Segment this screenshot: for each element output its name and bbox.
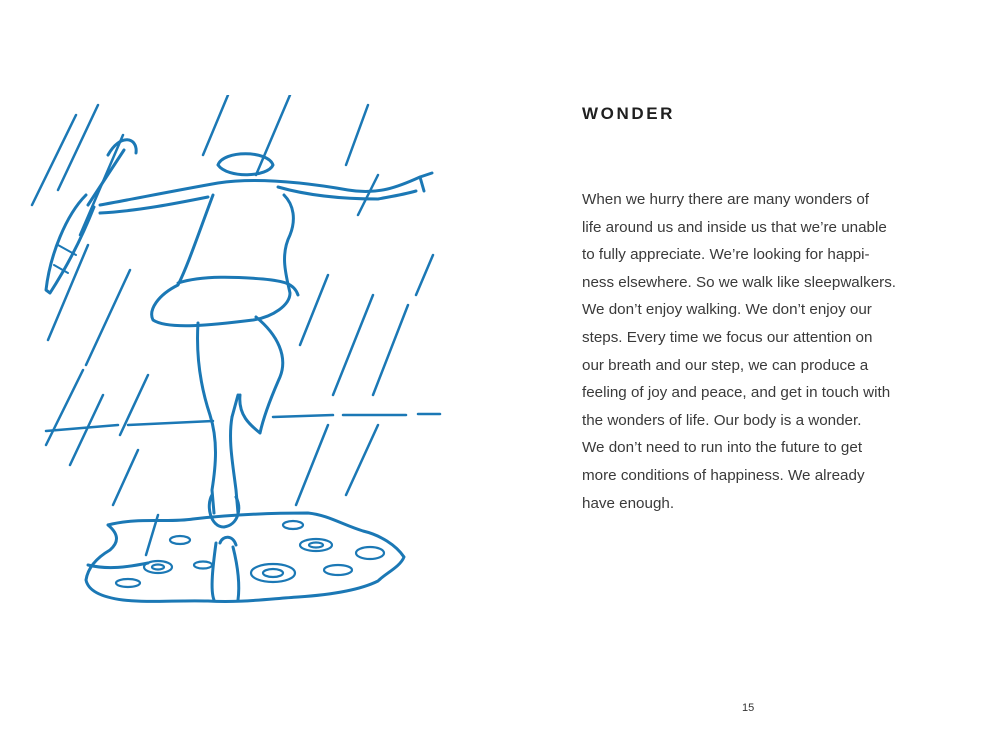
body-line: We don’t need to run into the future to get [582, 439, 863, 457]
puddle-ripples [116, 521, 384, 587]
body-line: the wonders of life. Our body is a wonder. [582, 411, 862, 429]
figure-dancing-in-rain-icon [28, 95, 448, 635]
body-line: more conditions of happiness. We already [582, 466, 865, 484]
body-paragraph [582, 186, 942, 517]
dancing-in-rain-illustration [28, 95, 448, 635]
umbrella [46, 140, 136, 293]
body-line: have enough. [582, 494, 675, 512]
body-line: to fully appreciate. We’re looking for happi- [582, 246, 870, 264]
chapter-heading: WONDER [582, 104, 676, 123]
body-line: steps. Every time we focus our attention on [582, 328, 873, 346]
figure-back-leg [240, 317, 283, 433]
body-line: our breath and our step, we can produce a [582, 356, 869, 374]
puddle [86, 513, 404, 602]
body-line: We don’t enjoy walking. We don’t enjoy our [582, 301, 872, 319]
rain-streaks [32, 95, 433, 555]
figure-standing-leg [198, 323, 239, 513]
body-line: life around us and inside us that we’re unable [582, 218, 887, 236]
figure-arms [100, 173, 432, 213]
body-line: feeling of joy and peace, and get in touch with [582, 384, 891, 402]
figure-head [218, 154, 273, 175]
page-number: 15 [742, 702, 755, 714]
figure-reflection [212, 537, 239, 600]
figure-body [152, 195, 294, 326]
body-line: ness elsewhere. So we walk like sleepwalkers. [582, 273, 897, 291]
body-line: When we hurry there are many wonders of [582, 191, 870, 208]
